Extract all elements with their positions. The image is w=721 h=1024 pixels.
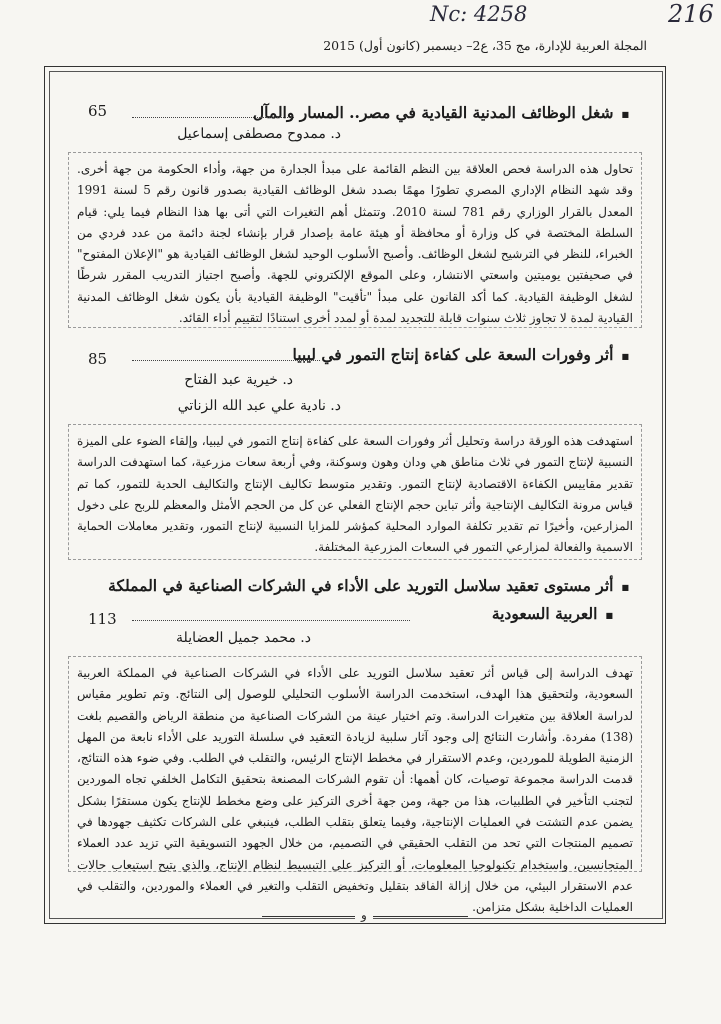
- article-2-page-number[interactable]: 85: [88, 350, 108, 368]
- article-1-leader-dots: [132, 117, 294, 118]
- footer-page-mark: و: [355, 908, 373, 922]
- article-2-author-2: د. نادية علي عبد الله الزناتي: [177, 398, 341, 414]
- article-3-title-line-1[interactable]: ■ أثر مستوى تعقيد سلاسل التوريد على الأداء في الشركات الصناعية في المملكة: [108, 576, 629, 595]
- article-2-author-1: د. خيرية عبد الفتاح: [184, 372, 293, 388]
- article-1-abstract: تحاول هذه الدراسة فحص العلاقة بين النظم القائمة على مبدأ الجدارة من جهة، وأداء الحكومة من جهة أخرى. وقد شهد النظام الإداري المصري تطورًا مهمًا بصدد شغل الوظائف القيادية بصدور قانون رقم 5 لسنة 1991 المعدل بالقرار الوزاري رقم 781 لسنة 2010. وتتمثل أهم التغيرات التي أتى بها هذا النظام فيما يلي: قيام السلطة المختصة في كل وزارة أو محافظة أو هيئة عامة بإصدار قرار بإنشاء لجنة دائمة من عدد فردي من الخبراء، للنظر في الترشيح لشغل الوظائف. وأصبح الأسلوب الوحيد لشغل الوظائف القيادية هو "الإعلان المفتوح" في صحيفتين يوميتين واسعتي الانتشار، وعلى الموقع الإلكتروني للجهة. وأصبح اجتياز التدريب المقرر شرطًا لشغل الوظيفة القيادية. كما أكد القانون على مبدأ "تأقيت" الوظيفة القيادية بأن يكون شغل الوظائف المدنية القيادية لمدة لا تجاوز ثلاث سنوات قابلة للتجديد لمدة أو لمدد أخرى استنادًا لتقييم أداء القائد.: [68, 152, 642, 328]
- handwritten-page-number: 216: [668, 0, 714, 28]
- article-2-leader-dots: [132, 360, 320, 361]
- article-3-abstract: تهدف الدراسة إلى قياس أثر تعقيد سلاسل التوريد على الأداء في الشركات الصناعية في المملكة العربية السعودية، ولتحقيق هذا الهدف، استخدمت الدراسة الأسلوب التحليلي للوصول إلى النتائج. وتم تطوير مقياس لدراسة العلاقة بين متغيرات الدراسة. وتم اختيار عينة من الشركات الصناعية من منطقة الرياض والقصيم بلغت (138) مفردة. وأشارت النتائج إلى وجود آثار سلبية لزيادة التعقيد في سلسلة التوريد على الأداء نابعة من المهل الزمنية الطويلة للموردين، وعدم الاستقرار في مخطط الإنتاج الرئيس، والتقلب في الطلب. وفي ضوء هذه النتائج، قدمت الدراسة مجموعة توصيات، كان أهمها: أن تقوم الشركات المصنعة بتحقيق التكامل الخلفي تجاه الموردين لتجنب التأخير في الطلبيات، هذا من جهة، ومن جهة أخرى التركيز على وضع مخطط للإنتاج يكون مستقرًا بشكل يضمن عدم التشتت في العمليات الإنتاجية، وفيما يتعلق بتقلب الطلب، فينبغي على الشركات تكثيف جهودها في تصميم المنتجات التي تحد من التقلب الحقيقي في التصميم، من خلال الجهود التسويقية التي تزيد عدد العملاء المتجانسين، واستخدام تكنولوجيا المعلومات، أو التركيز على التبسيط لنظام الإنتاج، والذي يتيح استيعاب حالات عدم الاستقرار البيئي، من خلال إزالة الفاقد بتقليل وتخفيض التقلب والتغير في العملاء والموردين، والتقلب في العمليات الداخلية بشكل متزامن.: [68, 656, 642, 872]
- article-2-abstract: استهدفت هذه الورقة دراسة وتحليل أثر وفورات السعة على كفاءة إنتاج التمور في ليبيا، وإلقاء الضوء على الميزة النسبية لإنتاج التمور في ثلاث مناطق هي ودان وهون وسوكنة، وفي أربعة سعات مزرعية، كما استهدفت الدراسة تقدير مقاييس الكفاءة الاقتصادية لإنتاج التمور. وتقدير متوسط تكاليف الإنتاج والتكاليف الحدية للتمور، كما تم قياس مرونة التكاليف الإنتاجية وأثر تباين حجم الإنتاج الفعلي عن كل من الحجم الأمثل والمعظم للربح على دخول المزارعين، وأخيرًا تم تقدير تكلفة الموارد المحلية كمؤشر للمزايا النسبية لإنتاج التمور، وتقدير معاملات الحماية الاسمية والفعالة لمزارعي التمور في السعات المزرعية المختلفة.: [68, 424, 642, 560]
- journal-header: المجلة العربية للإدارة، مج 35، ع2– ديسمبر (كانون أول) 2015: [323, 38, 647, 53]
- article-3-page-number[interactable]: 113: [88, 610, 117, 628]
- article-1-page-number[interactable]: 65: [88, 102, 108, 120]
- article-3-title-line-2[interactable]: ■ العربية السعودية: [492, 604, 613, 623]
- article-3-leader-dots: [132, 620, 410, 621]
- article-2-title[interactable]: ■ أثر وفورات السعة على كفاءة إنتاج التمور في ليبيا: [293, 345, 629, 364]
- handwritten-reference-number: Nc: 4258: [430, 2, 528, 26]
- article-3-author: د. محمد جميل العضايلة: [176, 630, 311, 646]
- article-1-title[interactable]: ■ شغل الوظائف المدنية القيادية في مصر.. المسار والمآل: [253, 103, 629, 122]
- article-1-author: د. ممدوح مصطفى إسماعيل: [177, 126, 341, 142]
